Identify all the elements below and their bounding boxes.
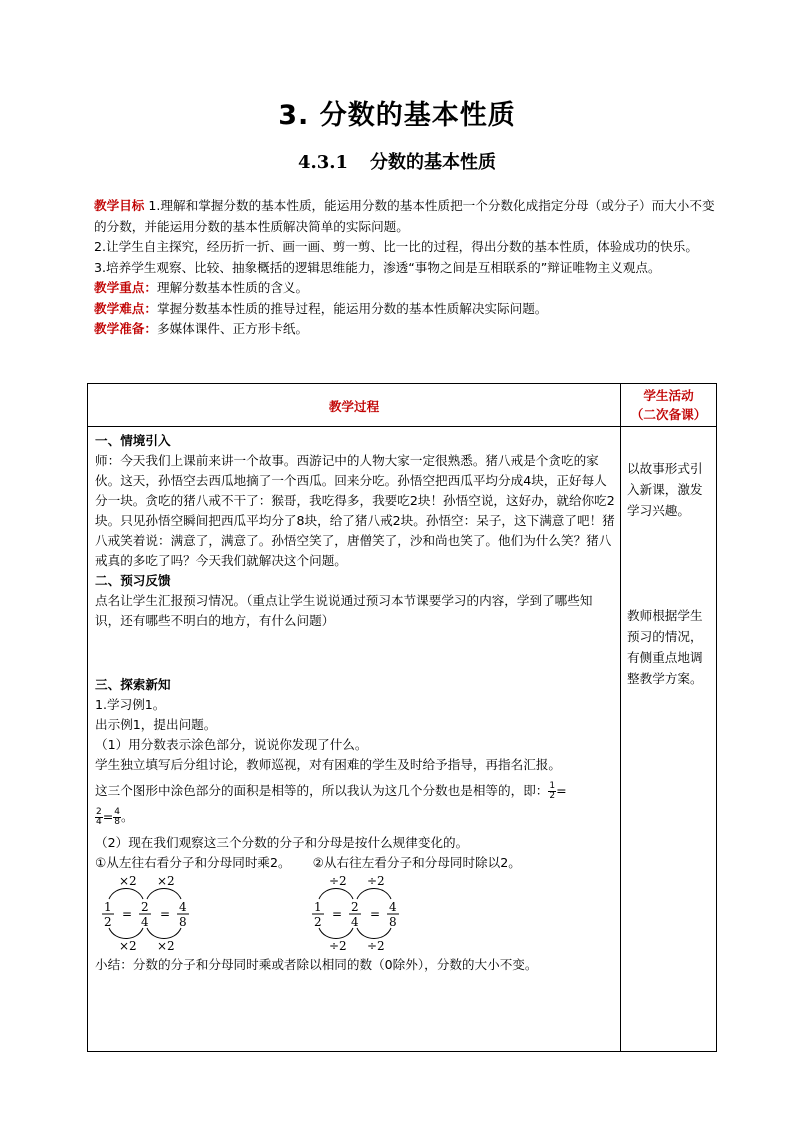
arc-bottom-1 bbox=[109, 928, 143, 939]
rule-divide-text: ②从右往左看分子和分母同时除以2。 bbox=[312, 855, 521, 870]
goal-1-text: 1.理解和掌握分数的基本性质，能运用分数的基本性质把一个分数化成指定分母（或分子）而大小不变的分数，并能运用分数的基本性质解决简单的实际问题。 bbox=[94, 198, 715, 234]
arc-top-1 bbox=[109, 889, 143, 900]
example-line-6: （2）现在我们观察这三个分数的分子和分母是按什么规律变化的。 bbox=[95, 835, 469, 850]
rule-multiply-text: ①从左往右看分子和分母同时乘2。 bbox=[95, 855, 291, 870]
period-mark: 。 bbox=[121, 809, 134, 824]
activity-note-1: 以故事形式引入新课，激发学习兴趣。 bbox=[627, 461, 703, 518]
denominator-8: 8 bbox=[389, 915, 397, 929]
fraction-four-eighths: $\frac{4}{8}$ bbox=[114, 807, 121, 827]
preparation: 教学准备：多媒体课件、正方形卡纸。 bbox=[94, 321, 309, 336]
prep-label: 教学准备 bbox=[94, 321, 145, 336]
example-line-1: 1.学习例1。 bbox=[95, 697, 166, 712]
difficult-label: 教学难点 bbox=[94, 300, 145, 316]
activity-cell bbox=[621, 427, 717, 1052]
section-2-text: 点名让学生汇报预习情况。（重点让学生说说通过预习本节课要学习的内容，学到了哪些知识，还有哪些不明白的地方，有什么问题） bbox=[95, 593, 593, 628]
page-title: 3. 分数的基本性质 bbox=[278, 100, 516, 131]
numerator-4: 4 bbox=[179, 900, 187, 914]
difficult-text: 掌握分数基本性质的推导过程，能运用分数的基本性质解决实际问题。 bbox=[156, 300, 548, 316]
activity-note-2: 教师根据学生预习的情况，有侧重点地调整教学方案。 bbox=[627, 608, 703, 686]
section-1-text: 师：今天我们上课前来讲一个故事。西游记中的人物大家一定很熟悉。猪八戒是个贪吃的家伙。这天，孙悟空去西瓜地摘了一个西瓜。回来分吃。孙悟空把西瓜平均分成4块，正好每人分一块。贪吃的猪八戒不干了：猴哥，我吃得多，我要吃2块！孙悟空说，这好办，就给你吃2块。只见孙悟空瞬间把西瓜平均分了8块，给了猪八戒2块。孙悟空：呆子，这下满意了吧！猪八戒笑着说：满意了，满意了。孙悟空笑了，唐僧笑了，沙和尚也笑了。他们为什么笑？猪八戒真的多吃了吗？今天我们就解决这个问题。 bbox=[95, 453, 615, 568]
arc-top-2 bbox=[357, 889, 391, 900]
goal-label: 教学目标 bbox=[94, 198, 145, 213]
numerator-1: 1 bbox=[314, 900, 322, 914]
process-cell bbox=[88, 427, 621, 1052]
numerator-1: 1 bbox=[104, 900, 112, 914]
divide-two-label: ÷2 bbox=[367, 874, 385, 888]
equals-sign: = bbox=[556, 783, 567, 798]
denominator-2: 2 bbox=[314, 915, 322, 929]
equals-sign: = bbox=[370, 907, 381, 921]
numerator-2: 2 bbox=[351, 900, 359, 914]
times-two-label: ×2 bbox=[157, 874, 175, 888]
lesson-table bbox=[87, 383, 717, 1052]
section-3-title: 三、探索新知 bbox=[95, 677, 171, 692]
denominator-2: 2 bbox=[104, 915, 112, 929]
denominator-4: 4 bbox=[141, 915, 149, 929]
goal-line-1 bbox=[94, 196, 716, 237]
key-label: 教学重点 bbox=[94, 280, 145, 295]
difficult-point: 教学难点：掌握分数基本性质的推导过程，能运用分数的基本性质解决实际问题。 bbox=[94, 300, 548, 316]
arc-top-2 bbox=[147, 889, 181, 900]
summary: 小结：分数的分子和分母同时乘或者除以相同的数（0除外），分数的大小不变。 bbox=[95, 957, 538, 972]
equals-sign: = bbox=[122, 907, 133, 921]
goal-line-2: 2.让学生自主探究，经历折一折、画一画、剪一剪、比一比的过程，得出分数的基本性质，体验成功的快乐。 bbox=[94, 239, 698, 254]
header-activity-line-1: 学生活动 bbox=[643, 388, 694, 403]
equal-statement: 这三个图形中涂色部分的面积是相等的，所以我认为这几个分数也是相等的，即： bbox=[95, 783, 549, 798]
arc-bottom-1 bbox=[319, 928, 353, 939]
numerator-4: 4 bbox=[389, 900, 397, 914]
equals-sign: = bbox=[332, 907, 343, 921]
example-line-2: 出示例1，提出问题。 bbox=[95, 717, 217, 732]
example-line-7 bbox=[95, 853, 615, 873]
header-activity bbox=[621, 384, 717, 427]
numerator-2: 2 bbox=[141, 900, 149, 914]
denominator-8: 8 bbox=[179, 915, 187, 929]
divide-diagram bbox=[311, 873, 411, 955]
times-two-label: ×2 bbox=[119, 874, 137, 888]
fraction-half: $\frac{1}{2}$ bbox=[549, 781, 556, 801]
multiply-diagram bbox=[101, 873, 201, 955]
denominator-4: 4 bbox=[351, 915, 359, 929]
divide-two-label: ÷2 bbox=[329, 939, 347, 953]
fraction-diagrams bbox=[95, 873, 615, 955]
equals-sign: = bbox=[160, 907, 171, 921]
prep-text: 多媒体课件、正方形卡纸。 bbox=[156, 321, 309, 336]
key-point: 教学重点：理解分数基本性质的含义。 bbox=[94, 280, 309, 295]
lesson-number: 4.3.1 bbox=[297, 152, 349, 173]
divide-two-label: ÷2 bbox=[329, 874, 347, 888]
times-two-label: ×2 bbox=[119, 939, 137, 953]
lesson-subtitle bbox=[0, 148, 794, 174]
goal-line-3: 3.培养学生观察、比较、抽象概括的逻辑思维能力，渗透“事物之间是互相联系的”辩证唯物主义观点。 bbox=[94, 259, 661, 275]
teaching-goals bbox=[94, 196, 716, 340]
example-line-5 bbox=[95, 781, 615, 801]
arc-top-1 bbox=[319, 889, 353, 900]
example-line-5b bbox=[95, 807, 615, 827]
section-2-title: 二、预习反馈 bbox=[95, 573, 171, 588]
times-two-label: ×2 bbox=[157, 939, 175, 953]
key-text: 理解分数基本性质的含义。 bbox=[156, 280, 309, 295]
arc-bottom-2 bbox=[357, 928, 391, 939]
example-line-3: （1）用分数表示涂色部分，说说你发现了什么。 bbox=[95, 737, 368, 752]
section-1-title: 一、情境引入 bbox=[95, 433, 171, 448]
lesson-name: 分数的基本性质 bbox=[370, 152, 497, 173]
arc-bottom-2 bbox=[147, 928, 181, 939]
equals-sign: = bbox=[102, 809, 114, 824]
fraction-two-fourths: $\frac{2}{4}$ bbox=[96, 807, 102, 827]
header-process: 教学过程 bbox=[88, 384, 621, 427]
header-activity-line-2: （二次备课） bbox=[630, 407, 707, 422]
example-line-4: 学生独立填写后分组讨论，教师巡视，对有困难的学生及时给予指导，再指名汇报。 bbox=[95, 757, 561, 772]
divide-two-label: ÷2 bbox=[367, 939, 385, 953]
